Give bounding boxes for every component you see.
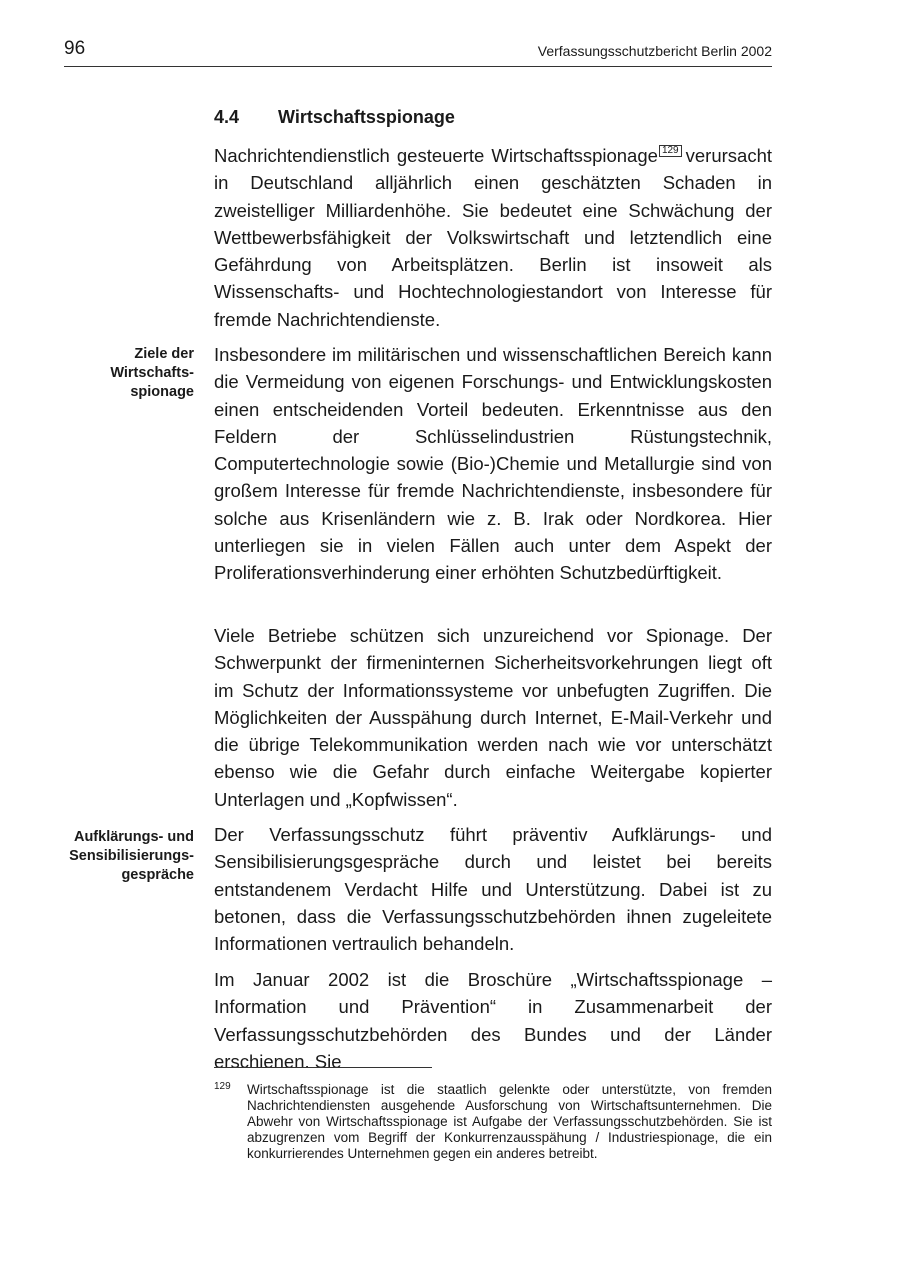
paragraph-3: Viele Betriebe schützen sich unzureichend vor Spionage. Der Schwerpunkt der firmeninternen Sicherheitsvorkehrungen liegt oft im Schutz der Informationssysteme vor unbefugten Zugriffen. Die Möglichkeiten der Ausspähung durch Internet, E-Mail-Verkehr und die übrige Telekommunikation werden nach wie vor unterschätzt ebenso wie die Gefahr durch einfache Weitergabe kopierter Unterlagen und „Kopfwissen“.: [214, 625, 772, 810]
paragraph-5: Im Januar 2002 ist die Broschüre „Wirtschaftsspionage – Information und Prävention“ in Zusammenarbeit der Verfassungsschutzbehörden des Bundes und der Länder erschienen. Sie: [214, 969, 772, 1072]
paragraph-4: Der Verfassungsschutz führt präventiv Aufklärungs- und Sensibilisierungsgespräche durch und leistet bei bereits entstandenem Verdacht Hilfe und Unterstützung. Dabei ist zu betonen, dass die Verfassungsschutzbehörden ihnen zugeleitete Informationen vertraulich behandeln.: [214, 824, 772, 955]
paragraph-1-rest: verursacht in Deutschland alljährlich einen geschätzten Schaden in zweistelliger Milliardenhöhe. Sie bedeutet eine Schwächung der Wettbewerbsfähigkeit der Volkswirtschaft und letztendlich eine Gefährdung von Arbeitsplätzen. Berlin ist insoweit als Wissenschafts- und Hochtechnologiestandort von Interesse für fremde Nachrichtendienste.: [214, 145, 772, 330]
margin-note-line: Sensibilisierungs-: [69, 848, 194, 864]
margin-note-aufklaerung: [30, 828, 194, 885]
page-number: 96: [64, 38, 86, 59]
margin-note-line: Aufklärungs- und: [73, 829, 194, 845]
margin-note-line: gespräche: [121, 867, 194, 883]
running-title: Verfassungsschutzbericht Berlin 2002: [537, 43, 772, 59]
page-header: [64, 38, 772, 67]
footnote: [214, 1082, 772, 1162]
margin-note-line: Wirtschafts-: [110, 365, 194, 381]
margin-note-line: spionage: [130, 384, 194, 400]
paragraph-1-start: Nachrichtendienstlich gesteuerte Wirtschaftsspionage: [214, 145, 658, 166]
margin-note-line: Ziele der: [134, 346, 194, 362]
footnote-marker: 129: [214, 1081, 231, 1092]
section-title: Wirtschaftsspionage: [278, 107, 455, 127]
footnote-text: Wirtschaftsspionage ist die staatlich gelenkte oder unterstützte, von fremden Nachrichtendiensten ausgehende Ausforschung von Wirtschaftsunternehmen. Die Abwehr von Wirtschaftsspionage ist Aufgabe der Verfassungsschutzbehörden. Sie ist abzugrenzen vom Begriff der Konkurrenzausspähung / Industriespionage, die ein konkurrierendes Unternehmen gegen ein anderes betreibt.: [247, 1082, 772, 1161]
paragraph-1: [214, 114, 772, 333]
footnote-reference[interactable]: 129: [659, 145, 682, 157]
margin-note-ziele: [30, 345, 194, 402]
section-number: 4.4: [214, 107, 240, 127]
footnote-separator: [214, 1067, 432, 1068]
paragraph-2: Insbesondere im militärischen und wissenschaftlichen Bereich kann die Vermeidung von eigenen Forschungs- und Entwicklungskosten einen entscheidenden Vorteil bedeuten. Erkenntnisse aus den Feldern der Schlüsselindustrien Rüstungstechnik, Computertechnologie sowie (Bio-)Chemie und Metallurgie sind von großem Interesse für fremde Nachrichtendienste, insbesondere für solche aus Krisenländern wie z. B. Irak oder Nordkorea. Hier unterliegen sie in vielen Fällen auch unter dem Aspekt der Proliferationsverhinderung einer erhöhten Schutzbedürftigkeit.: [214, 344, 772, 584]
